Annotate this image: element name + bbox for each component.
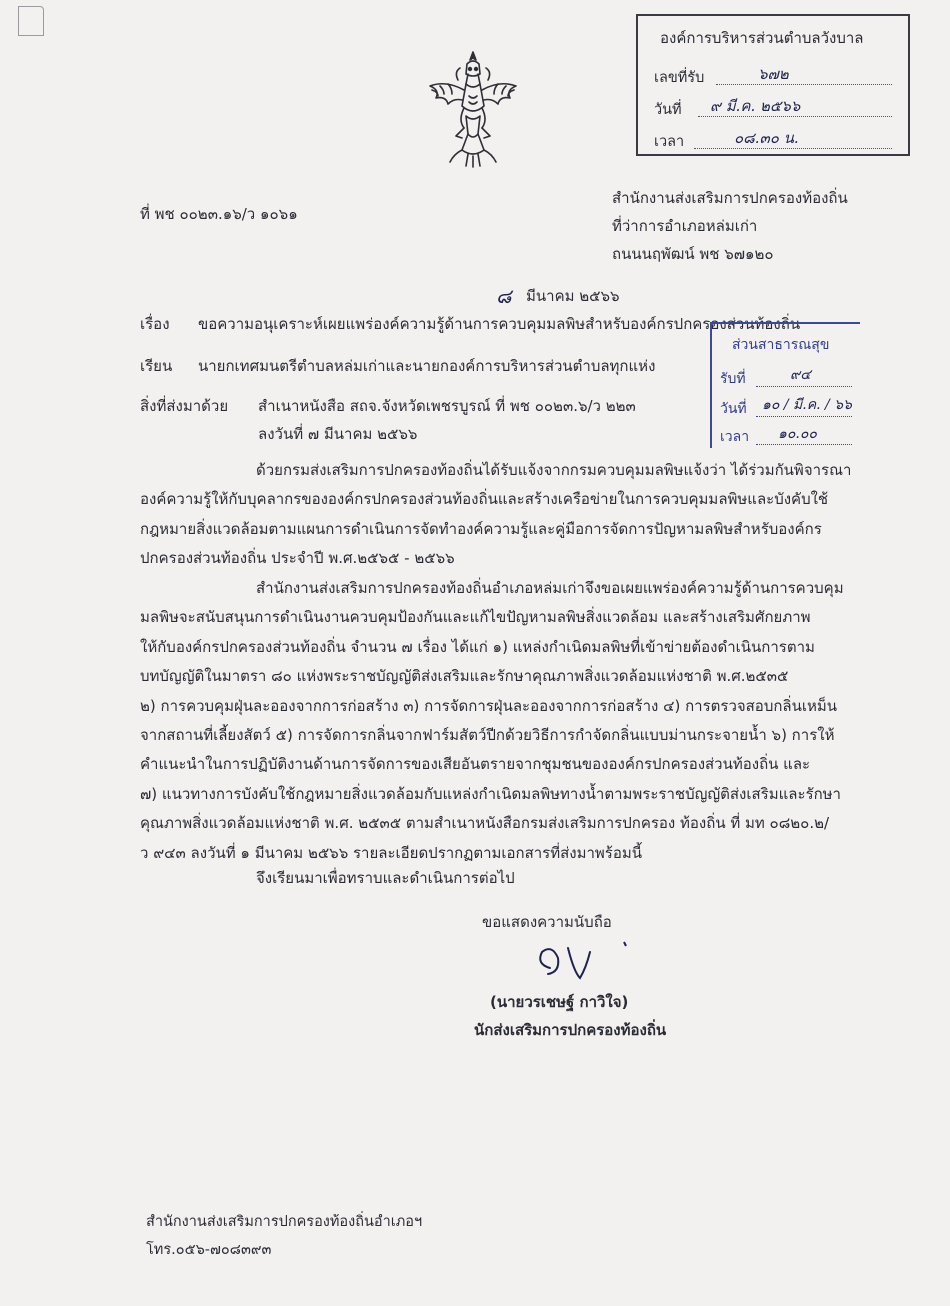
para1-line: ด้วยกรมส่งเสริมการปกครองท้องถิ่นได้รับแจ้งจากกรมควบคุมมลพิษแจ้งว่า ได้ร่วมกันพิจารณา bbox=[256, 461, 852, 479]
para2-line: คำแนะนำในการปฏิบัติงานด้านการจัดการของเสียอันตรายจากชุมชนขององค์กรปกครองส่วนท้องถิ่น และ bbox=[140, 755, 811, 774]
subject-label: เรื่อง bbox=[140, 315, 170, 333]
para2-line: ๗) แนวทางการบังคับใช้กฎหมายสิ่งแวดล้อมกับแหล่งกำเนิดมลพิษทางน้ำตามพระราชบัญญัติส่งเสริมและรักษา bbox=[140, 784, 841, 803]
receive-stamp bbox=[636, 14, 910, 156]
health-stamp-date-label: วันที่ bbox=[720, 401, 747, 417]
paragraph-1 bbox=[140, 456, 870, 574]
signer-name: (นายวรเชษฐ์ กาวิใจ) bbox=[490, 993, 629, 1011]
stamp-org: องค์การบริหารส่วนตำบลวังบาล bbox=[660, 29, 864, 47]
stamp-time-label: เวลา bbox=[654, 134, 685, 150]
footer-phone: โทร.๐๕๖-๗๐๘๓๙๓ bbox=[146, 1242, 272, 1258]
para2-line: คุณภาพสิ่งแวดล้อมแห่งชาติ พ.ศ. ๒๕๓๕ ตามสำเนาหนังสือกรมส่งเสริมการปกครอง ท้องถิ่น ที่ มท ๐๘๒๐.๒/ bbox=[140, 814, 830, 833]
health-stamp-no-label: รับที่ bbox=[720, 371, 746, 387]
to-text: นายกเทศมนตรีตำบลหล่มเก่าและนายกองค์การบริหารส่วนตำบลทุกแห่ง bbox=[198, 357, 656, 375]
footer-office: สำนักงานส่งเสริมการปกครองท้องถิ่นอำเภอฯ bbox=[146, 1214, 423, 1230]
health-stamp-head: ส่วนสาธารณสุข bbox=[732, 337, 830, 353]
stamp-no-value: ๖๗๒ bbox=[758, 65, 789, 83]
closing-line: จึงเรียนมาเพื่อทราบและดำเนินการต่อไป bbox=[256, 869, 515, 887]
subject-text: ขอความอนุเคราะห์เผยแพร่องค์ความรู้ด้านการควบคุมมลพิษสำหรับองค์กรปกครองส่วนท้องถิ่น bbox=[198, 315, 801, 333]
enclosure-line2: ลงวันที่ ๗ มีนาคม ๒๕๖๖ bbox=[258, 425, 418, 443]
para2-line: สำนักงานส่งเสริมการปกครองท้องถิ่นอำเภอหล่มเก่าจึงขอเผยแพร่องค์ความรู้ด้านการควบคุม bbox=[256, 579, 844, 597]
paragraph-2 bbox=[140, 574, 870, 868]
stamp-time-value: ๐๘.๓๐ น. bbox=[734, 129, 799, 147]
para1-line: องค์ความรู้ให้กับบุคลากรขององค์กรปกครองส่วนท้องถิ่นและสร้างเครือข่ายในการควบคุมมลพิษและบังคับใช้ bbox=[140, 490, 829, 509]
para1-line: กฎหมายสิ่งแวดล้อมตามแผนการดำเนินการจัดทำองค์ความรู้และคู่มือการจัดการปัญหามลพิษสำหรับองค์กร bbox=[140, 519, 822, 538]
health-dept-stamp bbox=[710, 322, 860, 448]
para2-line: มลพิษจะสนับสนุนการดำเนินงานควบคุมป้องกันและแก้ไขปัญหามลพิษสิ่งแวดล้อม และสร้างเสริมศักยภาพ bbox=[140, 608, 811, 627]
doc-date-day: ๘ bbox=[496, 284, 512, 308]
health-stamp-time-value: ๑๐.๐๐ bbox=[778, 426, 817, 442]
para2-line: ว ๙๔๓ ลงวันที่ ๑ มีนาคม ๒๕๖๖ รายละเอียดปรากฏตามเอกสารที่ส่งมาพร้อมนี้ bbox=[140, 843, 643, 862]
stamp-no-label: เลขที่รับ bbox=[654, 70, 705, 86]
para2-line: บทบัญญัติในมาตรา ๘๐ แห่งพระราชบัญญัติส่งเสริมและรักษาคุณภาพสิ่งแวดล้อมแห่งชาติ พ.ศ.๒๕๓๕ bbox=[140, 667, 789, 686]
para2-line: ๒) การควบคุมฝุ่นละอองจากการก่อสร้าง ๓) การจัดการฝุ่นละอองจากการก่อสร้าง ๔) การตรวจสอบกลิ่นเหม็น bbox=[140, 696, 838, 715]
para1-line: ปกครองส่วนท้องถิ่น ประจำปี พ.ศ.๒๕๖๕ - ๒๕๖๖ bbox=[140, 549, 455, 568]
para2-line: ให้กับองค์กรปกครองส่วนท้องถิ่น จำนวน ๗ เรื่อง ได้แก่ ๑) แหล่งกำเนิดมลพิษที่เข้าข่ายต้องดำเนินการตาม bbox=[140, 637, 815, 656]
sender-line3: ถนนนฤพัฒน์ พช ๖๗๑๒๐ bbox=[612, 245, 774, 263]
corner-mark bbox=[18, 6, 44, 36]
stamp-date-label: วันที่ bbox=[654, 102, 682, 118]
sender-line1: สำนักงานส่งเสริมการปกครองท้องถิ่น bbox=[612, 189, 848, 207]
regards: ขอแสดงความนับถือ bbox=[482, 913, 612, 931]
doc-date: มีนาคม ๒๕๖๖ bbox=[526, 287, 620, 305]
signature-mark bbox=[528, 938, 638, 988]
garuda-emblem-icon bbox=[424, 50, 522, 168]
reference-number: ที่ พช ๐๐๒๓.๑๖/ว ๑๐๖๑ bbox=[140, 205, 298, 223]
health-stamp-no-value: ๙๔ bbox=[790, 367, 811, 383]
enclosure-label: สิ่งที่ส่งมาด้วย bbox=[140, 397, 229, 415]
signer-title: นักส่งเสริมการปกครองท้องถิ่น bbox=[474, 1021, 667, 1039]
health-stamp-time-label: เวลา bbox=[720, 429, 750, 445]
enclosure-line1: สำเนาหนังสือ สถจ.จังหวัดเพชรบูรณ์ ที่ พช ๐๐๒๓.๖/ว ๒๒๓ bbox=[258, 397, 636, 415]
to-label: เรียน bbox=[140, 357, 173, 375]
health-stamp-date-value: ๑๐ / มี.ค. / ๖๖ bbox=[762, 397, 852, 413]
para2-line: จากสถานที่เลี้ยงสัตว์ ๕) การจัดการกลิ่นจากฟาร์มสัตว์ปีกด้วยวิธีการกำจัดกลิ่นแบบม่านกระจายน้ำ ๖) การให้ bbox=[140, 726, 835, 745]
sender-line2: ที่ว่าการอำเภอหล่มเก่า bbox=[612, 217, 758, 235]
stamp-date-value: ๙ มี.ค. ๒๕๖๖ bbox=[710, 97, 801, 115]
